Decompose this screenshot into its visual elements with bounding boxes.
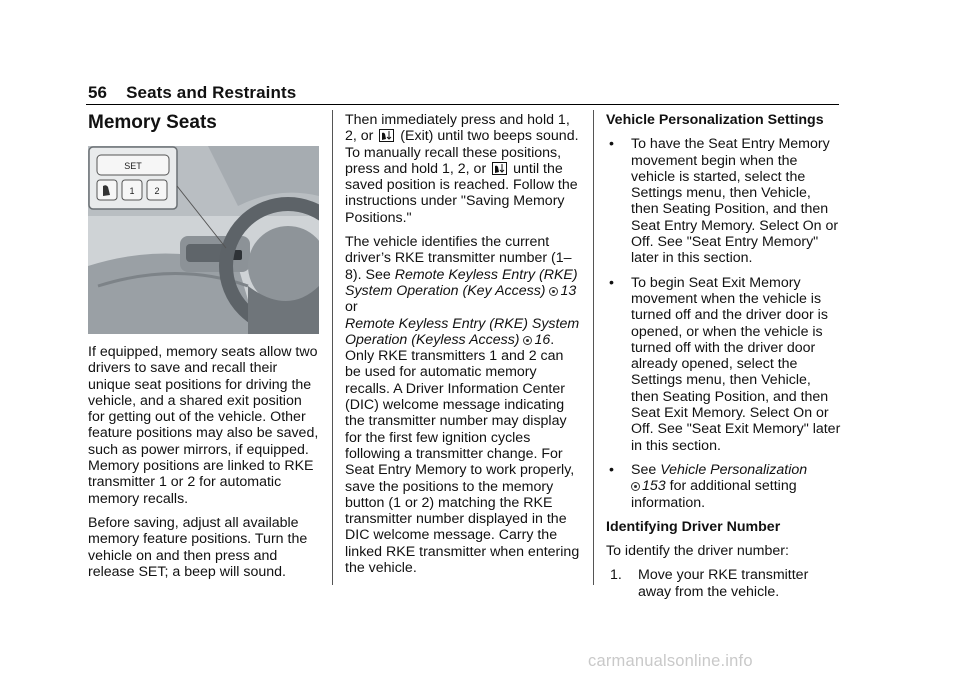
- column-divider-1: [332, 110, 333, 585]
- vehicle-personalization-page[interactable]: 153: [642, 478, 666, 495]
- page-number: 56: [88, 83, 108, 102]
- list-item: [606, 462, 842, 511]
- page-reference-icon: [549, 287, 558, 296]
- identify-intro: To identify the driver number:: [606, 543, 789, 560]
- vehicle-personalization-heading: Vehicle Personalization Settings: [606, 112, 824, 128]
- recall-paragraph: [345, 112, 581, 226]
- column-1: [88, 112, 320, 588]
- rke-keyless-access-page[interactable]: 16: [534, 331, 551, 348]
- see-text: See: [631, 461, 657, 478]
- rke-key-access-page[interactable]: 13: [560, 282, 577, 299]
- chapter-title: Seats and Restraints: [126, 83, 297, 102]
- step-number: 1.: [610, 567, 622, 584]
- bullet-marker: •: [609, 136, 614, 153]
- page-reference-icon: [631, 482, 640, 491]
- page-reference-icon: [523, 336, 532, 345]
- recall-text-b: (Exit) until two beeps sound. To manually recall these positions, press and hold 1, 2, or: [345, 128, 579, 177]
- memory-button-2-label: 2: [154, 186, 160, 196]
- vehicle-personalization-link[interactable]: Vehicle Personalization: [660, 461, 808, 478]
- bullet-marker: •: [609, 274, 614, 291]
- set-button-label: SET: [124, 161, 142, 171]
- page-header: [88, 83, 296, 103]
- rke-key-access-link[interactable]: Remote Keyless Entry (RKE) System Operation (Key Access): [345, 266, 578, 299]
- seat-exit-memory-instruction: To begin Seat Exit Memory movement when the vehicle is turned off and the driver door is opened, or when the vehicle is turned off with the driver door already opened, select the Settings menu, then Vehicle, then Seating Position, and then Seat Exit Memory. Select On or Off. See "Seat Exit Memory" later in this section.: [631, 274, 841, 454]
- seat-entry-memory-instruction: To have the Seat Entry Memory movement begin when the vehicle is started, select the Settings menu, then Vehicle, then Seating Position, and then Seat Entry Memory. Select On or Off. See "Seat Entry Memory" later in this section.: [631, 136, 839, 267]
- column-2: [345, 112, 581, 584]
- recall-text-c: until the saved position is reached. Follow the instructions under "Saving Memory Positions.": [345, 160, 578, 226]
- seat-exit-icon: [379, 129, 394, 142]
- column-3: [606, 112, 842, 606]
- driver-identification-paragraph: [345, 234, 581, 576]
- driver-id-text-b: . Only RKE transmitters 1 and 2 can be used for automatic memory recalls. A Driver Information Center (DIC) welcome message indicating the transmitter number may display for the first few ignition cycles following a transmitter change. For Seat Entry Memory to work properly, save the positions to the memory button (1 or 2) matching the RKE transmitter number displayed in the DIC welcome message. Carry the linked RKE transmitter when entering the vehicle.: [345, 331, 580, 577]
- identifying-driver-heading: Identifying Driver Number: [606, 518, 781, 535]
- driver-id-text-a: The vehicle identifies the current driver’s RKE transmitter number (1–8). See: [345, 234, 572, 283]
- list-item: [606, 567, 842, 600]
- memory-button-1-label: 1: [129, 186, 135, 196]
- rke-keyless-access-link[interactable]: Remote Keyless Entry (RKE) System Operation (Keyless Access): [345, 315, 580, 348]
- step-1-text: Move your RKE transmitter away from the vehicle.: [638, 567, 809, 600]
- seat-exit-icon: [492, 162, 507, 175]
- list-item: [606, 275, 842, 454]
- bullet-marker: •: [609, 461, 614, 478]
- recall-text-a: Then immediately press and hold 1, 2, or: [345, 112, 570, 145]
- list-item: [606, 136, 842, 266]
- memory-seat-controls-photo: [88, 146, 319, 334]
- vehicle-personalization-reference: [631, 462, 842, 511]
- watermark: carmanualsonline.info: [588, 652, 753, 670]
- intro-paragraph: If equipped, memory seats allow two drivers to save and recall their unique seat positions for driving the vehicle, and a shared exit position for getting out of the vehicle. Other feature positions may also be saved, such as power mirrors, if equipped. Memory positions are linked to RKE transmitter 1 or 2 for automatic memory recalls.: [88, 344, 319, 507]
- or-text: or: [345, 299, 358, 316]
- column-divider-2: [593, 110, 594, 585]
- additional-info-text: for additional setting information.: [631, 478, 797, 511]
- before-saving-paragraph: Before saving, adjust all available memory feature positions. Turn the vehicle on and then press and release SET; a beep will sound.: [88, 514, 308, 580]
- header-rule: [86, 104, 839, 105]
- section-title: Memory Seats: [88, 112, 217, 133]
